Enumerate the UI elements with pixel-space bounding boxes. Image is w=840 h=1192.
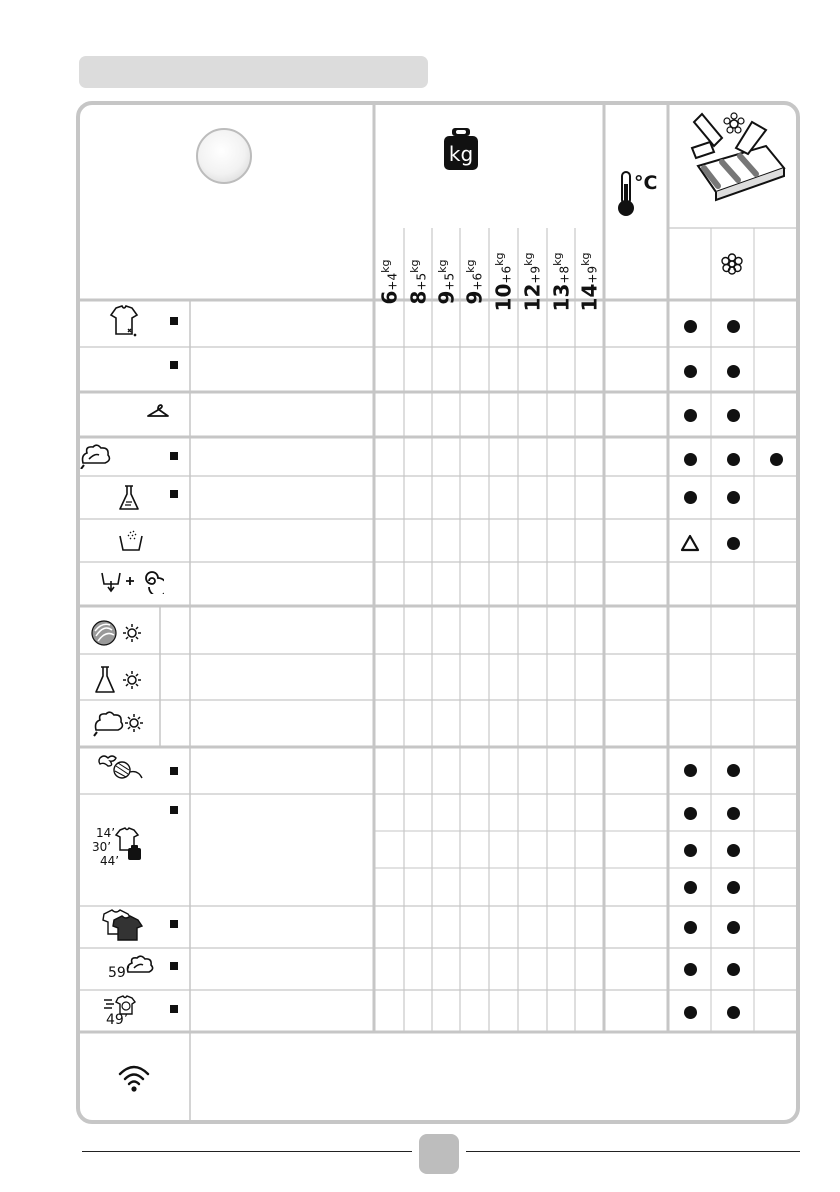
rapid-time-14: 14’ <box>96 826 116 840</box>
detergent-dot-mark <box>727 320 740 333</box>
softener-flower-icon <box>721 253 743 275</box>
detergent-dot-mark <box>684 409 697 422</box>
capacity-unit: kg <box>578 252 592 266</box>
temperature-unit-label: °C <box>634 172 658 194</box>
rapid-times <box>92 826 119 868</box>
capacity-unit: kg <box>492 252 506 266</box>
page-number-tab <box>419 1134 459 1174</box>
capacity-unit: kg <box>550 252 564 266</box>
synthetic-dry-icon <box>92 664 148 696</box>
program-square-marker <box>170 361 178 369</box>
capacity-header-2 <box>433 228 459 305</box>
detergent-dot-mark <box>684 963 697 976</box>
footer-line-left <box>82 1151 412 1152</box>
capacity-main: 9 <box>462 290 487 305</box>
program-square-marker <box>170 962 178 970</box>
delicates-icon <box>96 752 148 782</box>
wool-dry-icon <box>90 618 146 648</box>
detergent-dot-mark <box>727 365 740 378</box>
capacity-header-5 <box>519 228 546 312</box>
detergent-dot-mark <box>684 365 697 378</box>
synthetic-icon <box>118 484 140 512</box>
capacity-main: 10 <box>491 283 516 312</box>
capacity-main: 9 <box>434 290 459 305</box>
capacity-header-7 <box>576 228 603 312</box>
capacity-main: 14 <box>577 283 602 312</box>
program-square-marker <box>170 1005 178 1013</box>
cotton-59-time: 59’ <box>108 965 131 981</box>
program-square-marker <box>170 317 178 325</box>
capacity-plus: +6 <box>470 272 485 291</box>
detergent-dot-mark <box>684 764 697 777</box>
detergent-dot-mark <box>727 409 740 422</box>
program-square-marker <box>170 920 178 928</box>
hanger-icon <box>146 403 170 419</box>
detergent-dot-mark <box>727 921 740 934</box>
detergent-drawer-icon <box>688 108 792 204</box>
cotton-dry-icon <box>92 708 148 738</box>
program-square-marker <box>170 806 178 814</box>
capacity-main: 8 <box>406 290 431 305</box>
capacity-header-0 <box>375 228 403 305</box>
capacity-header-6 <box>548 228 574 312</box>
allergy-shirt-icon <box>107 304 141 340</box>
wifi-icon <box>118 1062 150 1092</box>
rinse-icon <box>118 528 144 552</box>
rapid-time-30: 30’ <box>92 840 112 854</box>
capacity-main: 6 <box>377 290 402 305</box>
program-selector-knob-icon <box>196 128 252 184</box>
detergent-dot-mark <box>684 881 697 894</box>
capacity-main: 12 <box>520 283 545 312</box>
capacity-plus: +6 <box>499 265 514 284</box>
fast-49-time: 49’ <box>106 1012 129 1028</box>
detergent-dot-mark <box>684 1006 697 1019</box>
capacity-unit: kg <box>521 252 535 266</box>
detergent-dot-mark <box>684 491 697 504</box>
detergent-dot-mark <box>684 453 697 466</box>
program-square-marker <box>170 767 178 775</box>
capacity-plus: +5 <box>414 272 429 291</box>
capacity-unit: kg <box>435 259 449 273</box>
detergent-dot-mark <box>727 764 740 777</box>
capacity-main: 13 <box>549 283 573 312</box>
capacity-header-4 <box>490 228 517 312</box>
cotton-icon <box>79 443 113 469</box>
detergent-dot-mark <box>727 453 740 466</box>
detergent-dot-mark <box>684 921 697 934</box>
detergent-dot-mark <box>770 453 783 466</box>
capacity-plus: +4 <box>385 272 400 291</box>
capacity-plus: +9 <box>585 265 600 284</box>
detergent-dot-mark <box>727 881 740 894</box>
drain-spin-icon <box>100 568 164 594</box>
program-square-marker <box>170 452 178 460</box>
footer-line-right <box>466 1151 800 1152</box>
detergent-dot-mark <box>727 844 740 857</box>
detergent-dot-mark <box>727 537 740 550</box>
rapid-time-44: 44’ <box>100 854 120 868</box>
detergent-dot-mark <box>684 320 697 333</box>
capacity-header-3 <box>461 228 488 305</box>
detergent-dot-mark <box>684 844 697 857</box>
detergent-dot-mark <box>684 807 697 820</box>
weight-unit-label: kg <box>448 142 474 166</box>
weight-kg-icon <box>443 127 479 171</box>
capacity-unit: kg <box>463 259 477 273</box>
capacity-plus: +5 <box>442 272 457 291</box>
program-square-marker <box>170 490 178 498</box>
detergent-dot-mark <box>727 491 740 504</box>
capacity-plus: +8 <box>557 265 571 284</box>
capacity-plus: +9 <box>528 265 543 284</box>
detergent-dot-mark <box>727 963 740 976</box>
mixed-icon <box>100 906 146 942</box>
capacity-header-1 <box>405 228 431 305</box>
capacity-unit: kg <box>407 259 421 273</box>
detergent-dot-mark <box>727 807 740 820</box>
capacity-unit: kg <box>378 259 392 273</box>
detergent-triangle-mark <box>680 534 700 552</box>
detergent-dot-mark <box>727 1006 740 1019</box>
